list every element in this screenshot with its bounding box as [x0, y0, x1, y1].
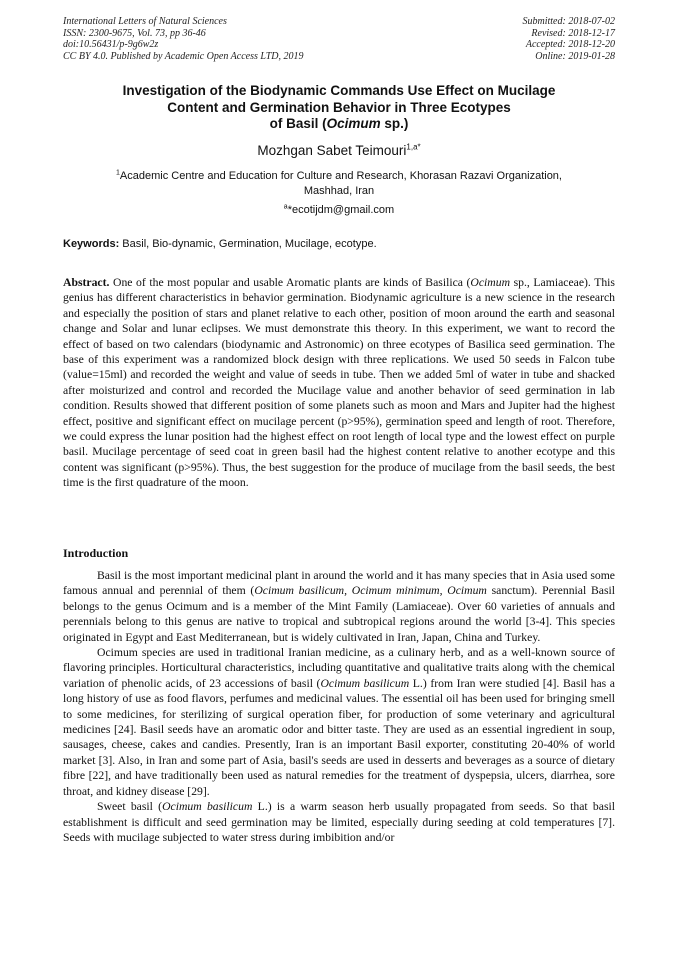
date-submitted: Submitted: 2018-07-02: [522, 16, 615, 27]
title-line-1: Investigation of the Biodynamic Commands Use Effect on Mucilage: [122, 83, 556, 98]
abstract-label: Abstract.: [63, 276, 110, 289]
intro-paragraph-1: Basil is the most important medicinal plant in around the world and it has many species that in Asia used some famous annual and perennial of them (Ocimum basilicum, Ocimum minimum, Ocimum sanctum). Perennial Basil belongs to the genus Ocimum and is a member of the Mint Family (Lamiaceae). Over 60 varieties of annuals and perennials belong to this genus are native to tropical and subtropical regions around the world [3-4]. This species originated in Egypt and East Mediterranean, but is widely cultivated in Iran, Japan, China and Turkey.: [63, 569, 615, 644]
intro-paragraph-3: Sweet basil (Ocimum basilicum L.) is a warm season herb usually propagated from seeds. So that basil establishment is difficult and seed germination may be limited, especially during seeding at cold temperatures [7]. Seeds with mucilage subjected to water stress during imbibition and/or: [63, 800, 615, 844]
keywords-label: Keywords:: [63, 238, 120, 250]
affiliation-line-1: $^1$Academic Centre and Education for Culture and Research, Khorasan Razavi Organization,: [116, 169, 562, 182]
journal-license: CC BY 4.0. Published by Academic Open Access LTD, 2019: [63, 50, 304, 62]
abstract: Abstract. One of the most popular and usable Aromatic plants are kinds of Basilica (Ocimum sp., Lamiaceae). This genius has different characteristics in behavior germination. Biodynamic agriculture is a new science in the research and especially the position of stars and planet relative to each other, position of moon around the earth and seasonal change and Solar and lunar eclipses. We must demonstrate this theory. In this experiment, we want to record the effect of based on two calendars (biodynamic and Astronomic) on three ecotypes of Basilica seed germination. The base of this experiment was a randomized block design with three replications. We used 50 seeds in Falcon tube (value=15ml) and recorded the weight and value of seeds in tube. Then we added 5ml of water in tube and shacked after moisturized and control and recorded the Mucilage value and another behavior of seed germination in lab condition. Results showed that different position of some planets such as moon and Mars and Jupiter had the highest effect, positive and significant effect on mucilage percent (p>95%), germination speed and length of root. Therefore, we could express the lunar position had the highest effect on root length of local type and the lowest effect on purple basil. Mucilage percentage of seed coat in green basil had the highest content relative to another ecotype and this content was significant (p>95%). Thus, the best suggestion for the produce of mucilage from the basil seeds, the best time is the first quadrature of the moon.: [63, 276, 615, 490]
date-online: Online: 2019-01-28: [535, 50, 615, 62]
paper-title: [63, 83, 615, 133]
affiliation-line-2: Mashhad, Iran: [303, 185, 375, 197]
author-affiliation: [63, 169, 615, 199]
introduction-heading: Introduction: [63, 546, 129, 560]
keywords: [63, 238, 615, 250]
date-accepted: Accepted: 2018-12-20: [525, 39, 615, 50]
title-line-2: Content and Germination Behavior in Three Ecotypes: [167, 99, 511, 115]
introduction-body: [63, 568, 615, 845]
intro-paragraph-2: Ocimum species are used in traditional Iranian medicine, as a culinary herb, and as a well-known source of flavoring principles. Horticultural characteristics, including quantitative and qualitative traits along with the chemical variation of phenolic acids, of 23 accessions of basil (Ocimum basilicum L.) from Iran were studied [4]. Basil has a long history of use as food flavors, perfumes and medicinal values. The essential oil has been used for bringing smell to some medicines, for sterilizing of surgical operation fiber, for production of some veterinary and agricultural medicines [24]. Basil seeds have an aromatic odor and bitter taste. They are used as an essential ingredient in soup, sausages, cheese, cakes and candies. Presently, Iran is an important Basil exporter, constituting 20-40% of world market [3]. Also, in Iran and some part of Asia, basil's seeds are used in desserts and beverages as a source of dietary fibre [22], and have traditionally been used as natural remedies for the treatment of dyspepsia, ulcers, diarrhea, sore throat, and kidney disease [29].: [63, 646, 615, 798]
title-line-3: of Basil (Ocimum sp.): [269, 116, 409, 131]
submission-dates: [523, 16, 616, 62]
date-revised: Revised: 2018-12-17: [531, 27, 615, 39]
author-name: Mozhgan Sabet Teimouri$^{1,a*}$: [257, 142, 421, 158]
journal-info: [63, 16, 304, 62]
keywords-list: Basil, Bio-dynamic, Germination, Mucilage, ecotype.: [119, 238, 377, 250]
journal-issn: ISSN: 2300-9675, Vol. 73, pp 36-46: [63, 27, 206, 39]
author-email[interactable]: $^a$*ecotijdm@gmail.com: [283, 203, 395, 216]
journal-name: International Letters of Natural Sciences: [63, 16, 227, 27]
journal-doi: doi:10.56431/p-9g6w2z: [63, 39, 159, 50]
